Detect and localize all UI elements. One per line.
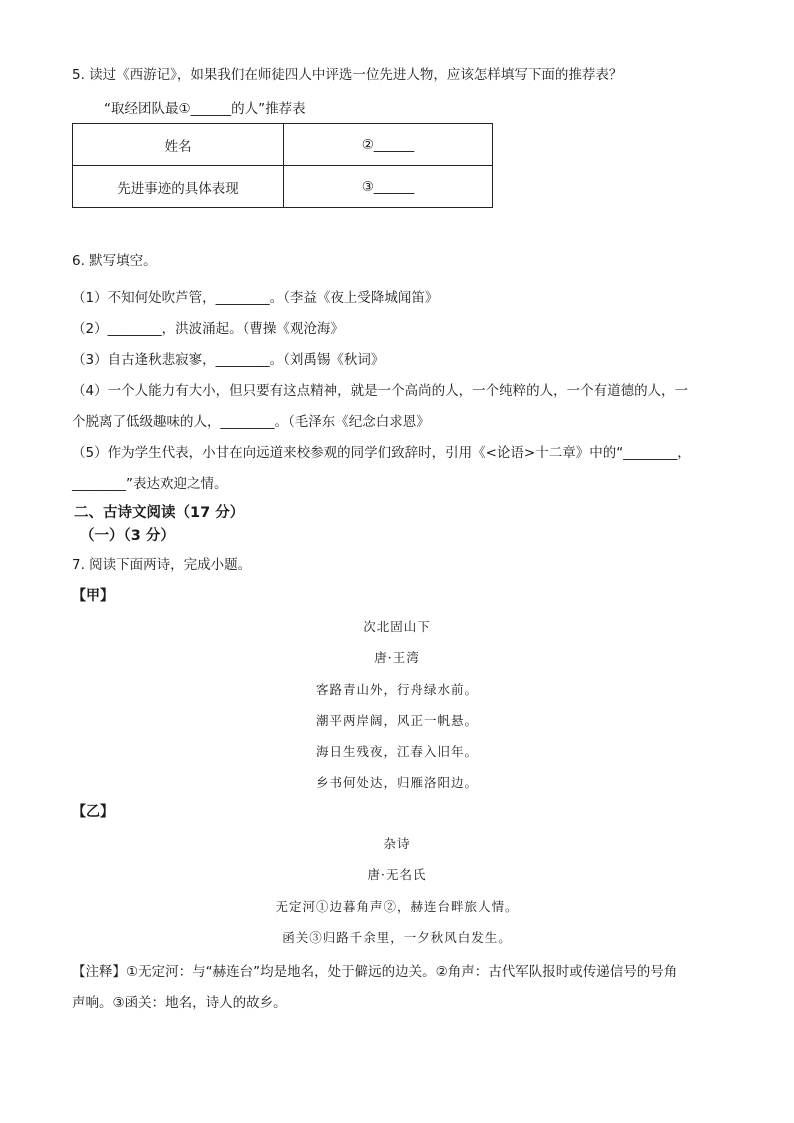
poem2-author: 唐·无名氏 (367, 867, 427, 882)
annotation: 【注释】①无定河：与“赫连台”均是地名，处于僻远的边关。②角声：古代军队报时或传递信号的号角 (72, 964, 678, 980)
fill-item-1: （1）不知何处吹芦管，________。（李益《夜上受降城闻笛》 (72, 290, 439, 306)
fill-item-5: （5）作为学生代表，小甘在向远道来校参观的同学们致辞时，引用《<论语>十二章》中的“________， (72, 445, 691, 461)
poem1-line: 客路青山外，行舟绿水前。 (315, 682, 478, 697)
poem2-title: 杂诗 (383, 836, 411, 851)
table-cell-blank: ③______ (284, 166, 493, 208)
table-cell-label: 姓名 (73, 124, 284, 166)
table-row (73, 124, 493, 166)
poem2-line: 函关③归路千余里，一夕秋风白发生。 (282, 930, 512, 945)
subsection-heading: （一）（3 分） (80, 528, 175, 544)
fill-item-3: （3）自古逢秋悲寂寥，________。（刘禹锡《秋词》 (72, 352, 385, 368)
fill-item-4: （4）一个人能力有大小，但只要有这点精神，就是一个高尚的人，一个纯粹的人，一个有道德的人，一 (72, 383, 689, 399)
recommend-table (72, 123, 493, 208)
question-6: 6. 默写填空。 (72, 253, 157, 269)
table-row (73, 166, 493, 208)
poem2-line: 无定河①边暮角声②，赫连台畔旅人情。 (275, 899, 519, 914)
question-5: 5. 读过《西游记》，如果我们在师徒四人中评选一位先进人物，应该怎样填写下面的推荐表？ (72, 67, 623, 83)
section-heading: 二、古诗文阅读（17 分） (74, 505, 245, 521)
label-jia: 【甲】 (72, 588, 114, 604)
poem1-line: 潮平两岸阔，风正一帆悬。 (315, 713, 478, 728)
poem1-line: 乡书何处达，归雁洛阳边。 (315, 775, 478, 790)
poem1-line: 海日生残夜，江春入旧年。 (315, 744, 478, 759)
annotation-cont: 声响。③函关：地名，诗人的故乡。 (72, 995, 287, 1011)
poem1-author: 唐·王湾 (374, 650, 420, 665)
question-7: 7. 阅读下面两诗，完成小题。 (72, 557, 252, 573)
table-cell-blank: ②______ (284, 124, 493, 166)
recommend-table-title: “取经团队最①______的人”推荐表 (104, 101, 306, 117)
label-yi: 【乙】 (72, 804, 114, 820)
fill-item-5-cont: ________”表达欢迎之情。 (72, 476, 228, 492)
fill-item-4-cont: 个脱离了低级趣味的人，________。（毛泽东《纪念白求恩》 (72, 414, 430, 430)
fill-item-2: （2）________，洪波涌起。（曹操《观沧海》 (72, 321, 344, 337)
table-cell-label: 先进事迹的具体表现 (73, 166, 284, 208)
poem1-title: 次北固山下 (363, 619, 431, 634)
